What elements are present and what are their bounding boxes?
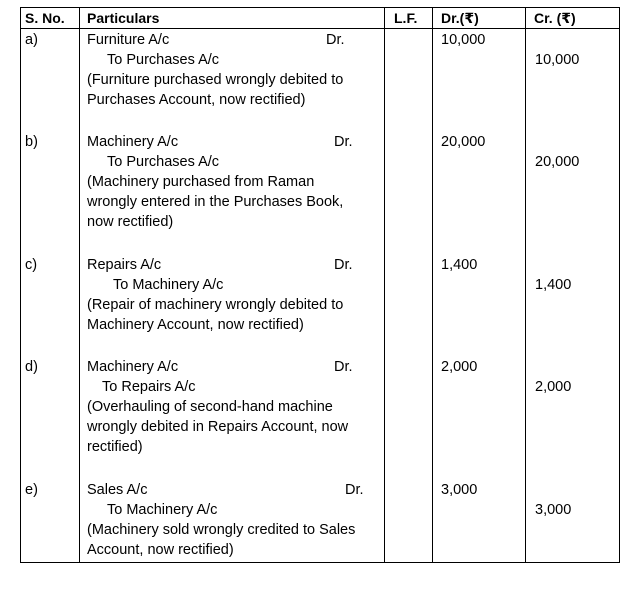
- credit-account: To Purchases A/c: [107, 52, 220, 68]
- narration-line: (Repair of machinery wrongly debited to: [87, 297, 344, 313]
- header-particulars: Particulars: [87, 10, 160, 26]
- cr-amount: 20,000: [535, 154, 580, 170]
- narration-line: wrongly entered in the Purchases Book,: [87, 194, 344, 210]
- cr-amount: 2,000: [535, 379, 572, 395]
- credit-account: To Machinery A/c: [107, 502, 218, 518]
- narration-line: Account, now rectified): [87, 542, 234, 558]
- debit-account: Machinery A/c: [87, 359, 179, 375]
- cr-amount: 10,000: [535, 52, 580, 68]
- dr-amount: 10,000: [441, 32, 486, 48]
- header-cr: Cr. (₹): [534, 10, 576, 26]
- debit-account: Repairs A/c: [87, 257, 162, 273]
- entry-sno: a): [25, 32, 38, 48]
- dr-marker: Dr.: [334, 257, 353, 273]
- narration-line: (Furniture purchased wrongly debited to: [87, 72, 344, 88]
- credit-account: To Machinery A/c: [113, 277, 224, 293]
- narration-line: rectified): [87, 439, 143, 455]
- header-dr: Dr.(₹): [441, 10, 479, 26]
- journal-entry-d: [21, 356, 619, 476]
- entry-sno: b): [25, 134, 38, 150]
- narration-line: Machinery Account, now rectified): [87, 317, 304, 333]
- narration-line: (Machinery purchased from Raman: [87, 174, 315, 190]
- dr-marker: Dr.: [345, 482, 364, 498]
- journal-entry-e: [21, 479, 619, 599]
- dr-marker: Dr.: [334, 134, 353, 150]
- debit-account: Sales A/c: [87, 482, 148, 498]
- narration-line: (Overhauling of second-hand machine: [87, 399, 333, 415]
- dr-marker: Dr.: [326, 32, 345, 48]
- journal-entry-b: [21, 131, 619, 251]
- entry-sno: d): [25, 359, 38, 375]
- dr-marker: Dr.: [334, 359, 353, 375]
- narration-line: Purchases Account, now rectified): [87, 92, 306, 108]
- dr-amount: 1,400: [441, 257, 478, 273]
- entry-sno: e): [25, 482, 38, 498]
- entry-sno: c): [25, 257, 38, 273]
- debit-account: Machinery A/c: [87, 134, 179, 150]
- header-sno: S. No.: [25, 10, 65, 26]
- dr-amount: 3,000: [441, 482, 478, 498]
- cr-amount: 1,400: [535, 277, 572, 293]
- narration-line: wrongly debited in Repairs Account, now: [87, 419, 349, 435]
- credit-account: To Repairs A/c: [102, 379, 196, 395]
- credit-account: To Purchases A/c: [107, 154, 220, 170]
- debit-account: Furniture A/c: [87, 32, 170, 48]
- header-lf: L.F.: [394, 10, 418, 26]
- dr-amount: 20,000: [441, 134, 486, 150]
- journal-table: [20, 7, 620, 563]
- narration-line: now rectified): [87, 214, 174, 230]
- cr-amount: 3,000: [535, 502, 572, 518]
- narration-line: (Machinery sold wrongly credited to Sales: [87, 522, 356, 538]
- dr-amount: 2,000: [441, 359, 478, 375]
